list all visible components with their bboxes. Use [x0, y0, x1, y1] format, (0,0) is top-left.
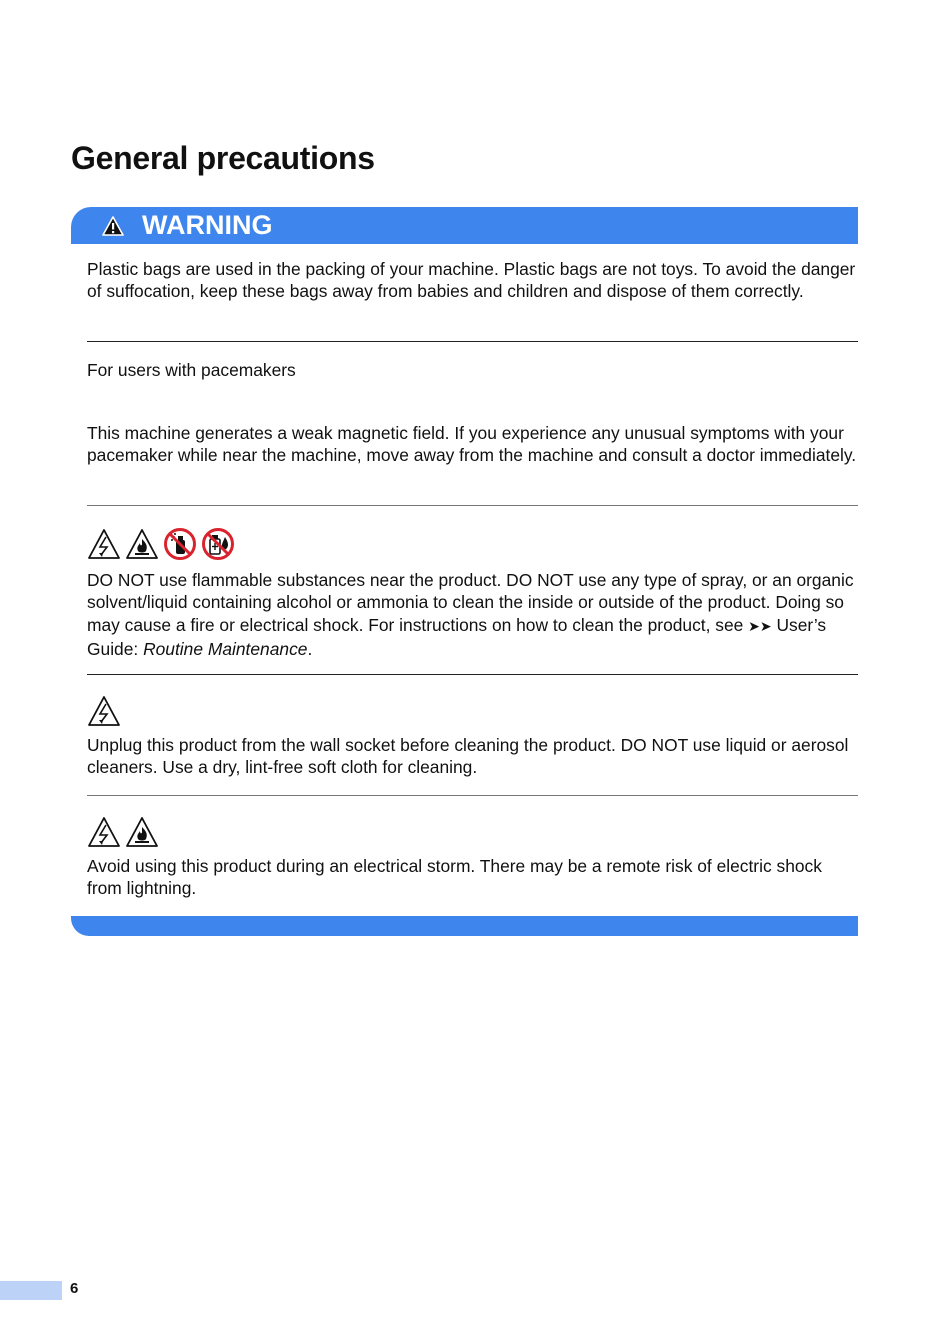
sentence-end: .	[307, 638, 313, 659]
warning-end-bar	[71, 916, 858, 936]
flammable-text: DO NOT use flammable substances near the product. DO NOT use any type of spray, or an organic solvent/liquid containing alcohol or ammonia to clean the inside or outside of the product. Doing so may cause a fire or electrical shock. For instructions on how to clean the product, see	[87, 570, 854, 635]
electrical-hazard-icon	[87, 695, 121, 727]
pacemaker-text: This machine generates a weak magnetic field. If you experience any unusual symptoms with your pacemaker while near the machine, move away from the machine and consult a doctor immediately.	[87, 423, 857, 466]
flammable-warning-text	[87, 569, 859, 660]
guide-reference-prefix: User’s Guide:	[87, 614, 827, 659]
unplug-text: Unplug this product from the wall socket before cleaning the product. DO NOT use liquid or aerosol cleaners. Use a dry, lint-free soft cloth for cleaning.	[87, 735, 849, 778]
electrical-hazard-icon	[87, 816, 121, 848]
hazard-icons-row	[87, 695, 121, 727]
fire-hazard-icon	[125, 816, 159, 848]
warning-triangle-icon	[102, 216, 124, 241]
page-title: General precautions	[71, 140, 375, 176]
double-arrow-icon: ➤➤	[748, 618, 772, 635]
divider	[87, 341, 858, 342]
warning-label: WARNING	[142, 210, 273, 240]
divider	[87, 795, 858, 796]
guide-reference-link[interactable]: Routine Maintenance	[143, 638, 308, 659]
fire-hazard-icon	[125, 528, 159, 560]
page-number: 6	[70, 1280, 79, 1297]
no-spray-icon	[163, 527, 197, 561]
no-flammable-liquid-icon	[201, 527, 235, 561]
divider	[87, 505, 858, 506]
hazard-icons-row	[87, 816, 159, 848]
pacemaker-heading: For users with pacemakers	[87, 360, 296, 380]
page-tab	[0, 1281, 62, 1300]
hazard-icons-row	[87, 527, 235, 561]
warning-banner	[71, 207, 858, 244]
electrical-hazard-icon	[87, 528, 121, 560]
storm-text: Avoid using this product during an electrical storm. There may be a remote risk of electric shock from lightning.	[87, 856, 822, 899]
plastic-bags-text: Plastic bags are used in the packing of your machine. Plastic bags are not toys. To avoid the danger of suffocation, keep these bags away from babies and children and dispose of them correctly.	[87, 259, 856, 302]
divider	[87, 674, 858, 675]
